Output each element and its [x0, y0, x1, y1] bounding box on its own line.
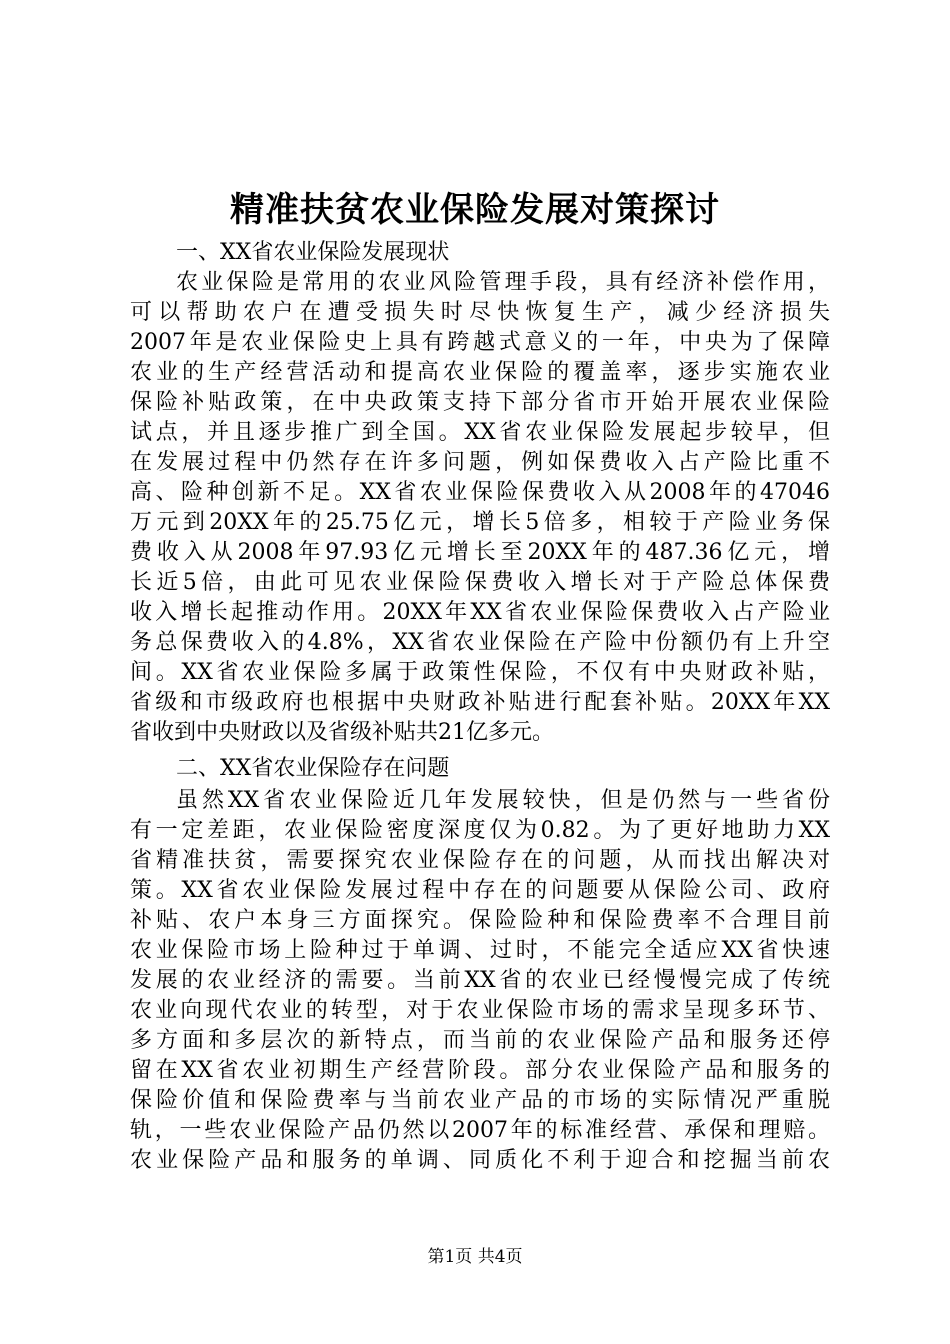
paragraph-line: 农业的生产经营活动和提高农业保险的覆盖率，逐步实施农业	[130, 360, 830, 385]
paragraph-line: 策。XX省农业保险发展过程中存在的问题要从保险公司、政府	[130, 878, 830, 903]
paragraph-line: 有一定差距，农业保险密度深度仅为0.82。为了更好地助力XX	[130, 818, 830, 843]
paragraph-line: 保险价值和保险费率与当前农业产品的市场的实际情况严重脱	[130, 1088, 830, 1113]
document-title: 精准扶贫农业保险发展对策探讨	[230, 190, 720, 230]
paragraph-line: 长近5倍，由此可见农业保险保费收入增长对于产险总体保费	[130, 570, 830, 595]
section-heading-1: 一、XX省农业保险发展现状	[176, 240, 450, 265]
paragraph-line: 在发展过程中仍然存在许多问题，例如保费收入占产险比重不	[130, 450, 830, 475]
paragraph-line: 发展的农业经济的需要。当前XX省的农业已经慢慢完成了传统	[130, 968, 830, 993]
paragraph-line: 可以帮助农户在遭受损失时尽快恢复生产，减少经济损失	[130, 300, 830, 325]
paragraph-line: 保险补贴政策，在中央政策支持下部分省市开始开展农业保险	[130, 390, 830, 415]
paragraph-line: 万元到20XX年的25.75亿元，增长5倍多，相较于产险业务保	[130, 510, 830, 535]
paragraph-line: 省精准扶贫，需要探究农业保险存在的问题，从而找出解决对	[130, 848, 830, 873]
paragraph-line: 农业保险产品和服务的单调、同质化不利于迎合和挖掘当前农	[130, 1148, 830, 1173]
page-footer: 第1页 共4页	[427, 1247, 523, 1267]
paragraph-line: 试点，并且逐步推广到全国。XX省农业保险发展起步较早，但	[130, 420, 830, 445]
paragraph-line: 省收到中央财政以及省级补贴共21亿多元。	[130, 720, 554, 745]
paragraph-line: 补贴、农户本身三方面探究。保险险种和保险费率不合理目前	[130, 908, 830, 933]
paragraph-line: 务总保费收入的4.8%，XX省农业保险在产险中份额仍有上升空	[130, 630, 830, 655]
paragraph-line: 农业保险是常用的农业风险管理手段，具有经济补偿作用，	[176, 270, 830, 295]
paragraph-line: 间。XX省农业保险多属于政策性保险，不仅有中央财政补贴，	[130, 660, 830, 685]
section-heading-2: 二、XX省农业保险存在问题	[176, 756, 450, 781]
paragraph-line: 高、险种创新不足。XX省农业保险保费收入从2008年的47046	[130, 480, 830, 505]
paragraph-line: 农业保险市场上险种过于单调、过时，不能完全适应XX省快速	[130, 938, 830, 963]
paragraph-line: 虽然XX省农业保险近几年发展较快，但是仍然与一些省份	[176, 788, 830, 813]
paragraph-line: 省级和市级政府也根据中央财政补贴进行配套补贴。20XX年XX	[130, 690, 830, 715]
paragraph-line: 2007年是农业保险史上具有跨越式意义的一年，中央为了保障	[130, 330, 830, 355]
paragraph-line: 收入增长起推动作用。20XX年XX省农业保险保费收入占产险业	[130, 600, 830, 625]
paragraph-line: 农业向现代农业的转型，对于农业保险市场的需求呈现多环节、	[130, 998, 830, 1023]
paragraph-line: 留在XX省农业初期生产经营阶段。部分农业保险产品和服务的	[130, 1058, 830, 1083]
paragraph-line: 费收入从2008年97.93亿元增长至20XX年的487.36亿元，增	[130, 540, 830, 565]
paragraph-line: 多方面和多层次的新特点，而当前的农业保险产品和服务还停	[130, 1028, 830, 1053]
paragraph-line: 轨，一些农业保险产品仍然以2007年的标准经营、承保和理赔。	[130, 1118, 830, 1143]
